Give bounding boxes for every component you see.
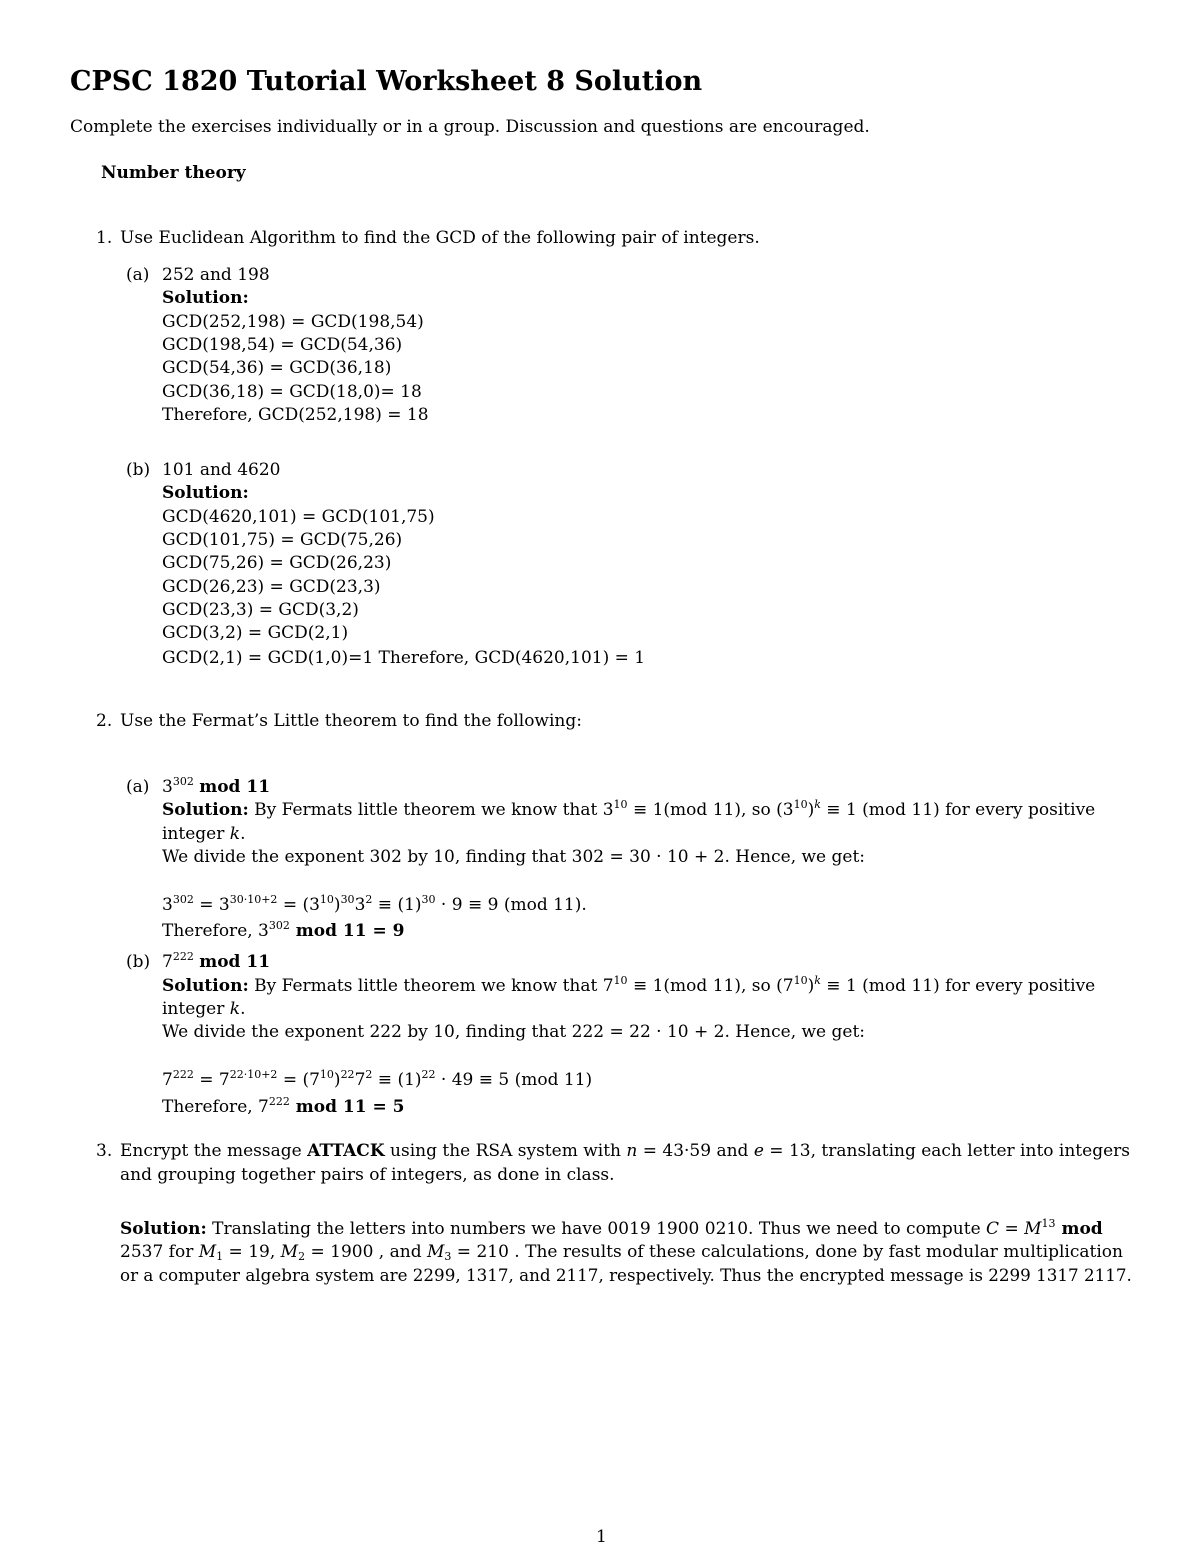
page-number: 1 (596, 1527, 607, 1547)
q1b-line: GCD(75,26) = GCD(26,23) (162, 553, 392, 573)
q3-prompt-line-1: Encrypt the message ATTACK using the RSA system with n = 43·59 and e = 13, translating each letter into integers (120, 1141, 1130, 1161)
q1a-line: GCD(198,54) = GCD(54,36) (162, 335, 403, 355)
q2a-solution-line-3: We divide the exponent 302 by 10, finding that 302 = 30 · 10 + 2. Hence, we get: (162, 847, 866, 867)
q2b-equation: $7^{222} = 7^{22\cdot 10+2} = (7^{10})^{22}7^2 \equiv (1)^{22} \cdot 49 \equiv 5$ (mod 11) (162, 1068, 593, 1090)
q2b-conclusion: Therefore, $7^{222}$ mod 11 = 5 (162, 1095, 405, 1117)
q3-solution-line-3: or a computer algebra system are 2299, 1317, and 2117, respectively. Thus the encrypted message is 2299 1317 2117. (120, 1266, 1132, 1286)
q2a-solution-line-2: integer k. (162, 824, 246, 844)
q1a-line: GCD(252,198) = GCD(198,54) (162, 312, 424, 332)
q1a-solution-label: Solution: (162, 288, 249, 308)
q1b-line: GCD(101,75) = GCD(75,26) (162, 530, 403, 550)
q1b-line: GCD(26,23) = GCD(23,3) (162, 577, 381, 597)
q2b-solution-line-1: Solution: By Fermats little theorem we know that $7^{10} \equiv 1(mod$ 11), so $(7^{10})^k \equiv 1$ (mod 11) for every positive (162, 974, 1096, 996)
q2a-conclusion: Therefore, $3^{302}$ mod 11 = 9 (162, 919, 405, 941)
q1b-line: GCD(2,1) = GCD(1,0)=1 Therefore, GCD(4620,101) = 1 (162, 648, 646, 668)
q1b-heading: 101 and 4620 (162, 460, 281, 480)
q2b-solution-line-2: integer k. (162, 999, 246, 1019)
q3-prompt-line-2: and grouping together pairs of integers, as done in class. (120, 1165, 615, 1185)
q1a-line: GCD(36,18) = GCD(18,0)= 18 (162, 382, 422, 402)
q1a-line: Therefore, GCD(252,198) = 18 (162, 405, 429, 425)
q2b-solution-line-3: We divide the exponent 222 by 10, finding that 222 = 22 · 10 + 2. Hence, we get: (162, 1022, 866, 1042)
q2a-solution-line-1: Solution: By Fermats little theorem we know that $3^{10} \equiv 1(mod$ 11), so $(3^{10})^k \equiv 1$ (mod 11) for every positive (162, 798, 1096, 820)
q1b-solution-label: Solution: (162, 483, 249, 503)
q2a-heading: $3^{302}$ mod 11 (162, 775, 271, 797)
section-heading: Number theory (101, 163, 246, 183)
q1a-heading: 252 and 198 (162, 265, 270, 285)
q3-number: 3. (96, 1141, 113, 1161)
q1a-line: GCD(54,36) = GCD(36,18) (162, 358, 392, 378)
q2-number: 2. (96, 711, 113, 731)
q1-prompt: Use Euclidean Algorithm to find the GCD of the following pair of integers. (120, 228, 760, 248)
q3-solution-line-2: 2537 for $M_1 = 19$, $M_2 = 1900$ , and $M_3 = 210$ . The results of these calculations, done by fast modular multiplication (120, 1242, 1123, 1263)
q2-prompt: Use the Fermat’s Little theorem to find the following: (120, 711, 582, 731)
q1b-label: (b) (126, 460, 151, 480)
q1b-line: GCD(4620,101) = GCD(101,75) (162, 507, 435, 527)
intro-text: Complete the exercises individually or in a group. Discussion and questions are encouraged. (70, 117, 870, 137)
q3-solution-line-1: Solution: Translating the letters into numbers we have 0019 1900 0210. Thus we need to compute $C = M^{13}$ mod (120, 1217, 1103, 1239)
q2b-heading: $7^{222}$ mod 11 (162, 950, 271, 972)
q1a-label: (a) (126, 265, 150, 285)
q2a-equation: $3^{302} = 3^{30\cdot 10+2} = (3^{10})^{30}3^2 \equiv (1)^{30} \cdot 9 \equiv 9$ (mod 11). (162, 893, 587, 915)
q1b-line: GCD(3,2) = GCD(2,1) (162, 623, 349, 643)
q1-number: 1. (96, 228, 113, 248)
q1b-line: GCD(23,3) = GCD(3,2) (162, 600, 359, 620)
q2a-label: (a) (126, 777, 150, 797)
q2b-label: (b) (126, 952, 151, 972)
page-title: CPSC 1820 Tutorial Worksheet 8 Solution (70, 66, 703, 97)
